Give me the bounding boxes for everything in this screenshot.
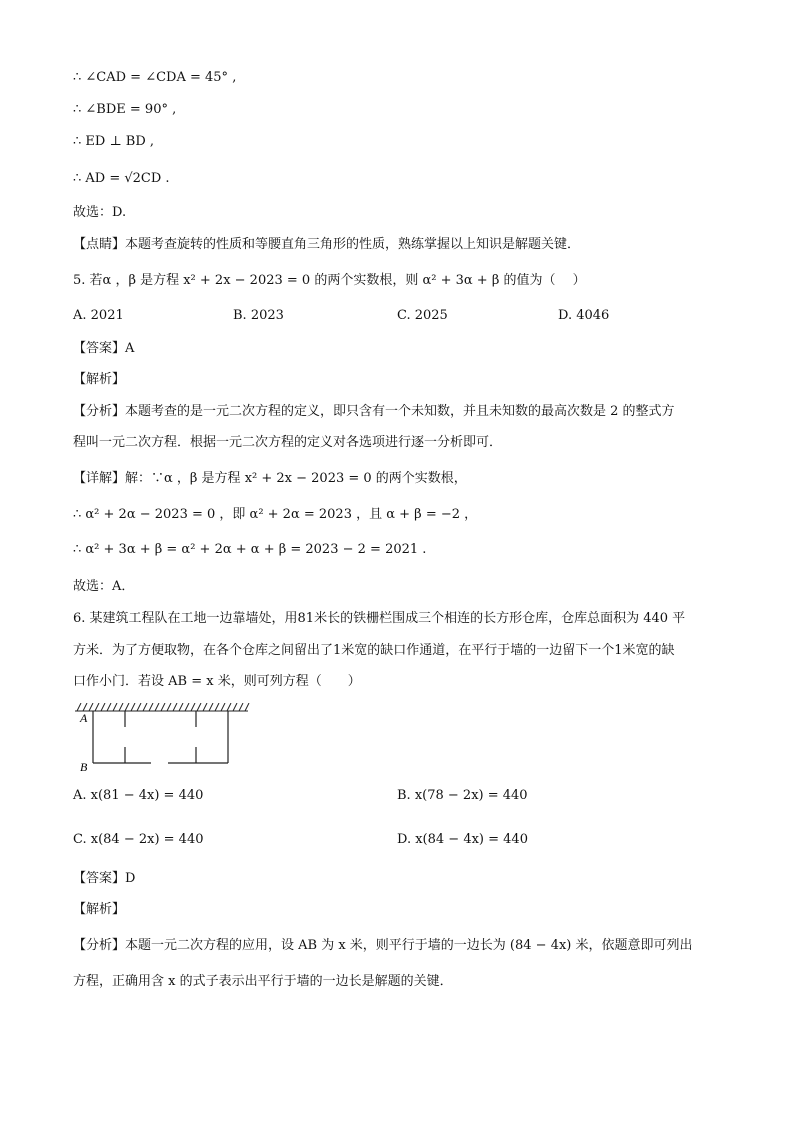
analysis-label: 【解析】 [73,902,126,917]
question-6: 口作小门．若设 AB = x 米，则可列方程（ ） [73,674,361,689]
q5-option-a: A. 2021 [73,308,124,323]
question-6: 6. 某建筑工程队在工地一边靠墙处，用81米长的铁栅栏围成三个相连的长方形仓库，仓库总面积为 440 平 [73,611,686,626]
label-a: A [80,711,88,725]
text-line: ∴ ED ⊥ BD , [73,134,155,149]
comment-line: 【点睛】本题考查旋转的性质和等腰直角三角形的性质，熟练掌握以上知识是解题关键． [73,237,581,252]
q6-option-a: A. x(81 − 4x) = 440 [73,788,204,803]
q5-option-c: C. 2025 [397,308,448,323]
question-5: 5. 若α ，β 是方程 x² + 2x − 2023 = 0 的两个实数根，则 α² + 3α + β 的值为（ ） [73,273,586,288]
analysis-line: 程叫一元二次方程．根据一元二次方程的定义对各选项进行逐一分析即可． [73,435,503,450]
q6-option-d: D. x(84 − 4x) = 440 [397,832,528,847]
analysis-line: 【分析】本题一元二次方程的应用，设 AB 为 x 米，则平行于墙的一边长为 (84 − 4x) 米，依题意即可列出 [73,938,693,953]
wall-hatch [75,703,249,711]
text-line: ∴ ∠CAD = ∠CDA = 45° , [73,70,237,85]
detail-line: ∴ α² + 3α + β = α² + 2α + α + β = 2023 − 2 = 2021 . [73,542,427,557]
answer-label: 【答案】A [73,341,135,356]
analysis-line: 【分析】本题考查的是一元二次方程的定义，即只含有一个未知数，并且未知数的最高次数是 2 的整式方 [73,404,675,419]
detail-line: 【详解】解：∵α ，β 是方程 x² + 2x − 2023 = 0 的两个实数根， [73,471,467,486]
q6-option-c: C. x(84 − 2x) = 440 [73,832,204,847]
fence-lines [93,711,228,763]
question-6: 方米．为了方便取物，在各个仓库之间留出了1米宽的缺口作通道，在平行于墙的一边留下一个1米宽的缺 [73,643,675,658]
q5-option-b: B. 2023 [233,308,284,323]
q5-option-d: D. 4046 [558,308,610,323]
choice-line: 故选：A． [73,579,135,594]
label-b: B [80,760,88,773]
detail-line: ∴ α² + 2α − 2023 = 0 ，即 α² + 2α = 2023 ，且 α + β = −2 ， [73,507,478,522]
analysis-line: 方程，正确用含 x 的式子表示出平行于墙的一边长是解题的关键． [73,974,453,989]
answer-label: 【答案】D [73,871,136,886]
q6-option-b: B. x(78 − 2x) = 440 [397,788,528,803]
text-line: 故选：D. [73,205,127,220]
warehouse-figure [73,703,253,773]
text-line: ∴ AD = √2CD . [73,171,170,186]
text-line: ∴ ∠BDE = 90° , [73,102,177,117]
analysis-label: 【解析】 [73,372,126,387]
